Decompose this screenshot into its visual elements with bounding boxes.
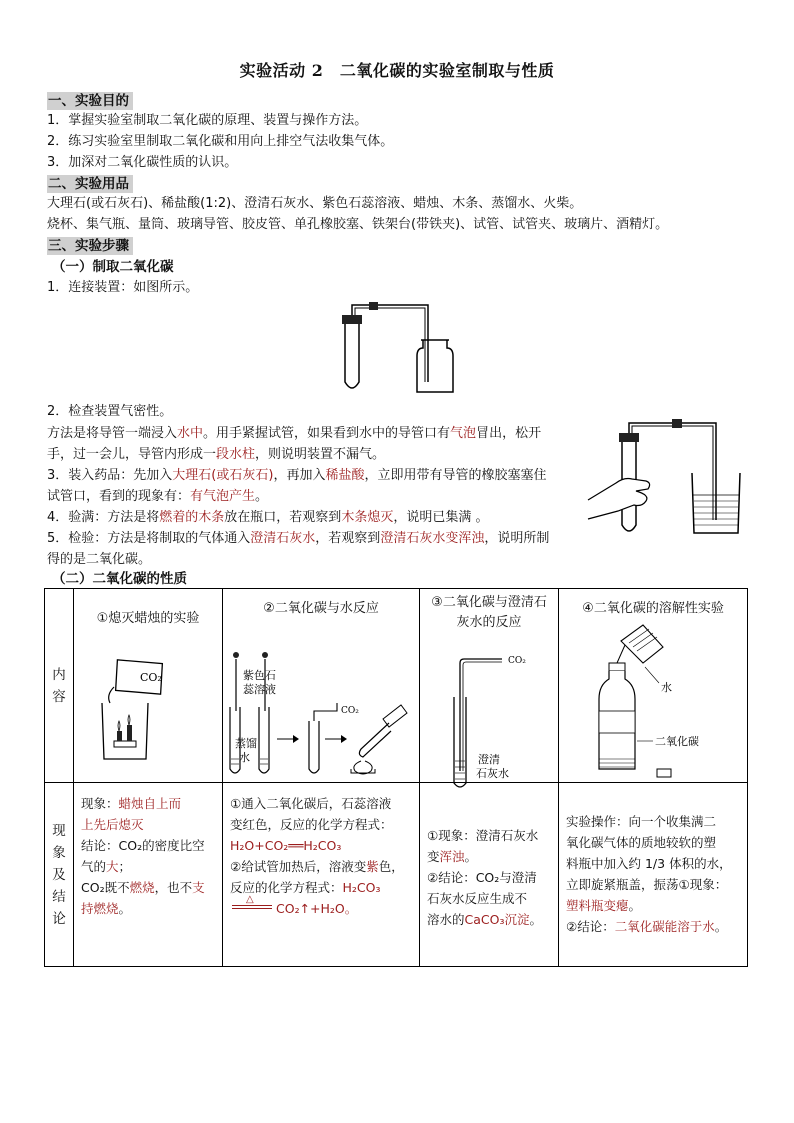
text: 。 [464,849,478,864]
co2-label: CO₂ [508,656,526,666]
text: 结论：CO₂的密度比空 [81,838,205,853]
equation: CO₂↑+H₂O。 [276,901,358,916]
text: 试管口，看到的现象有： [47,489,191,504]
step-2: 2．检查装置气密性。 [47,404,173,419]
text: ，若观察到 [315,531,381,546]
text: 手，过一会儿，导管内形成一 [47,447,217,462]
cell-title: ②二氧化碳与水反应 [263,601,379,616]
answer: 浑浊 [439,849,465,864]
purpose-item-3: 3．加深对二氧化碳性质的认识。 [47,155,238,170]
text: ，立即用带有导管的橡胶塞塞住 [364,468,547,483]
result-candle [74,783,223,967]
text: 。 [118,901,132,916]
answer: 澄清石灰水 [250,531,316,546]
sub-heading-preparation: （一）制取二氧化碳 [52,259,174,275]
answer: 塑料瓶变瘪 [566,898,629,913]
answer: 大 [106,859,119,874]
cell-title-line: ③二氧化碳与澄清石 [431,595,547,610]
text: 立即旋紧瓶盖，振荡①现象： [566,877,728,892]
cell-title: ④二氧化碳的溶解性实验 [582,601,724,616]
text: 4．验满：方法是将 [47,510,160,525]
water-reaction-figure [223,619,419,779]
label: 蒸馏 [235,737,257,750]
text: ①通入二氧化碳后，石蕊溶液 [230,796,392,811]
section-heading-materials: 二、实验用品 [47,175,133,193]
text: 3．装入药品：先加入 [47,468,173,483]
text: 色， [378,859,404,874]
cell-title: ①熄灭蜡烛的实验 [96,611,200,626]
materials-line-1: 大理石(或石灰石)、稀盐酸(1:2)、澄清石灰水、紫色石蕊溶液、蜡烛、木条、蒸馏水、火柴。 [47,196,583,211]
answer: 燃烧 [129,880,155,895]
text: ①现象：澄清石灰水 [427,828,539,843]
text: 料瓶中加入约 1/3 体积的水， [566,856,732,871]
text: 冒出，松开 [476,426,542,441]
answer: 二氧化碳能溶于水 [614,919,715,934]
purpose-item-2: 2．练习实验室里制取二氧化碳和用向上排空气法收集气体。 [47,134,394,149]
answer: 紫 [366,859,379,874]
text: 得的是二氧化碳。 [47,552,152,567]
label: 石灰水 [476,767,509,780]
answer: 大理石(或石灰石) [172,468,274,483]
cell-title-line: 灰水的反应 [456,615,522,630]
cell-solubility [559,589,748,783]
text: 现象： [81,796,119,811]
text: ，再加入 [273,468,326,483]
equation: H₂CO₃ [342,880,381,895]
answer: 持燃烧 [81,901,119,916]
text: 5．检验：方法是将制取的气体通入 [47,531,251,546]
text: 。用手紧握试管，如果看到水中的导管口有 [203,426,451,441]
label: 现象及结论 [52,822,66,927]
equals-sign [232,905,272,909]
answer: 段水柱 [216,447,256,462]
materials-line-2: 烧杯、集气瓶、量筒、玻璃导管、胶皮管、单孔橡胶塞、铁架台(带铁夹)、试管、试管夹、玻璃片、酒精灯。 [47,217,669,232]
row-label-content [45,589,74,783]
text: 。 [529,912,542,927]
sub-heading-properties: （二）二氧化碳的性质 [52,571,187,587]
text: 石灰水反应生成不 [427,891,528,906]
text: 氧化碳气体的质地较软的塑 [566,835,717,850]
section-heading-purpose: 一、实验目的 [47,92,133,110]
answer: 燃着的木条 [159,510,225,525]
purpose-item-1: 1．掌握实验室制取二氧化碳的原理、装置与操作方法。 [47,113,368,128]
answer: 支 [192,880,205,895]
solubility-figure [559,619,747,779]
limewater-figure [420,633,558,780]
text: CO₂既不 [81,880,130,895]
cell-candle [74,589,223,783]
properties-table [44,588,748,967]
result-limewater [420,783,559,967]
answer: 水中 [177,426,204,441]
answer: 木条熄灭 [341,510,394,525]
cell-limewater [420,589,559,783]
text: ，则说明装置不漏气。 [255,447,386,462]
airtightness-figure [588,415,748,545]
text: 方法是将导管一端浸入 [47,426,178,441]
result-water-reaction [223,783,420,967]
text: 。 [714,919,728,934]
text: 反应的化学方程式： [230,880,343,895]
step-2-text [47,423,587,570]
text: ②给试管加热后，溶液变 [230,859,367,874]
answer: 上先后熄灭 [81,817,144,832]
text: ，说明已集满 。 [393,510,489,525]
answer: 稀盐酸 [325,468,365,483]
label: 蕊溶液 [243,683,276,696]
co2-label: CO₂ [341,706,359,716]
equation: H₂O+CO₂══H₂CO₃ [230,838,342,853]
heat-symbol: △ [246,894,254,905]
page-title: 实验活动 2 二氧化碳的实验室制取与性质 [239,61,555,80]
row-label-result [45,783,74,967]
label: 紫色石 [243,669,276,682]
text: 。 [628,898,642,913]
co2-label: CO₂ [140,671,162,684]
candle-figure [74,629,222,769]
text: 溶水的 [427,912,465,927]
step-1: 1．连接装置：如图所示。 [47,280,199,295]
label: 水 [239,751,250,764]
text: ②结论： [566,919,615,934]
section-heading-steps: 三、实验步骤 [47,237,133,255]
label: 二氧化碳 [655,735,699,748]
apparatus-figure [325,298,475,398]
answer: 澄清石灰水变浑浊 [380,531,485,546]
text: 。 [255,489,269,504]
text: ②结论：CO₂与澄清 [427,870,537,885]
text: 变 [427,849,440,864]
answer: CaCO₃沉淀 [464,912,530,927]
answer: 气泡 [450,426,477,441]
text: ，也不 [154,880,193,895]
text: 变红色，反应的化学方程式： [230,817,393,832]
cell-water-reaction [223,589,420,783]
result-solubility [559,783,748,967]
text: ，说明所制 [484,531,550,546]
text: ； [118,859,132,874]
answer: 蜡烛自上而 [118,796,182,811]
label: 内容 [52,666,66,705]
text: 实验操作：向一个收集满二 [566,814,717,829]
label: 澄清 [478,753,500,766]
answer: 有气泡产生 [190,489,256,504]
label: 水 [661,681,672,694]
text: 放在瓶口，若观察到 [224,510,342,525]
text: 气的 [81,859,107,874]
